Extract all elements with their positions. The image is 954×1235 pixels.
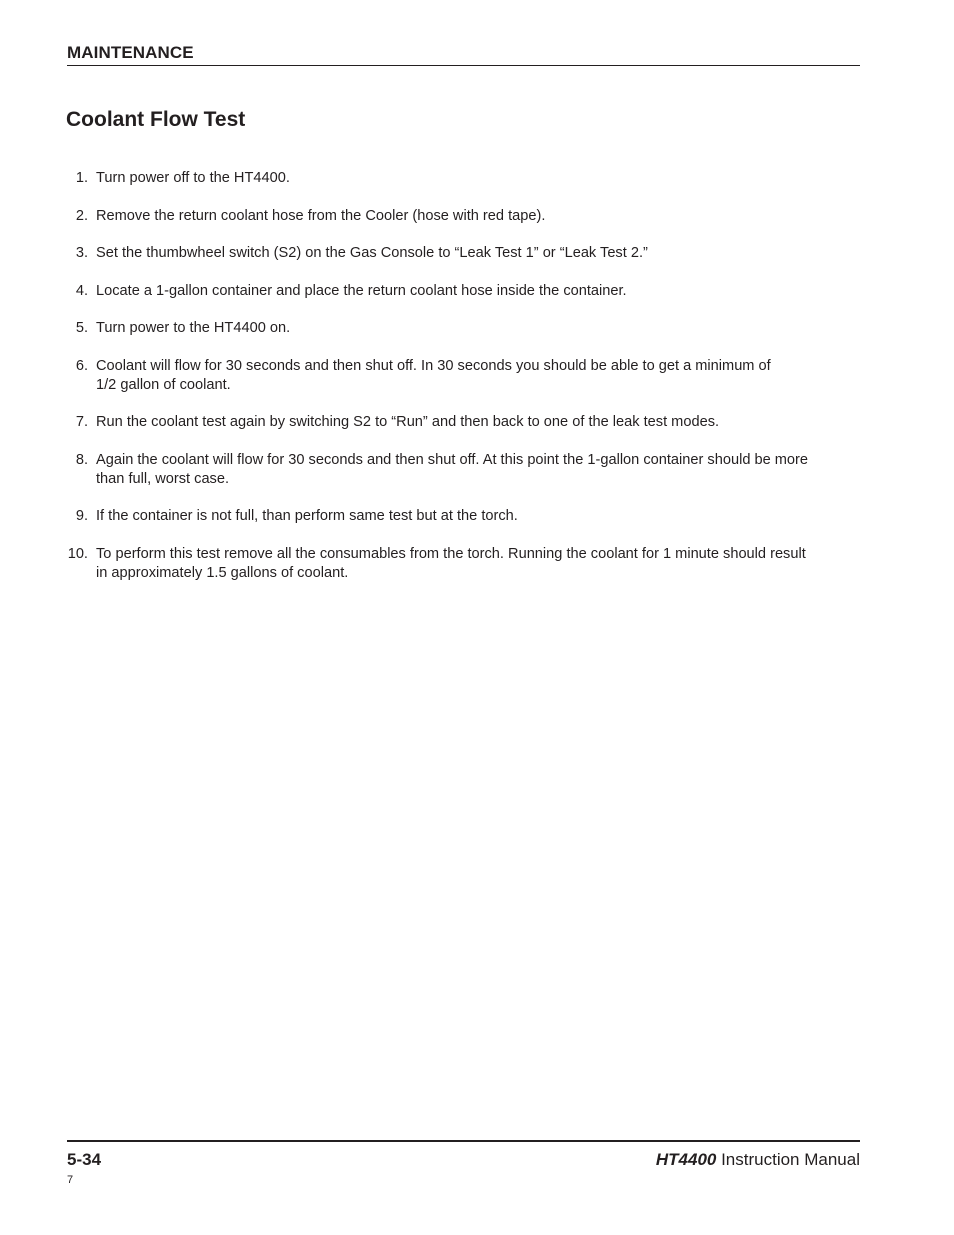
step-text: Run the coolant test again by switching S2 to “Run” and then back to one of the leak test modes. — [96, 414, 720, 430]
step-text: Set the thumbwheel switch (S2) on the Gas Console to “Leak Test 1” or “Leak Test 2.” — [96, 245, 648, 261]
revision-mark: 7 — [67, 1174, 74, 1186]
step-item — [62, 507, 862, 526]
step-text: Again the coolant will flow for 30 seconds and then shut off. At this point the 1-gallon container should be more — [96, 451, 809, 468]
step-text: Turn power to the HT4400 on. — [96, 320, 291, 336]
step-text-continued: in approximately 1.5 gallons of coolant. — [96, 564, 349, 581]
manual-model: HT4400 — [655, 1150, 717, 1169]
page-title: Coolant Flow Test — [66, 108, 246, 131]
section-label: MAINTENANCE — [67, 43, 194, 62]
step-number: 6. — [75, 357, 88, 374]
step-text: If the container is not full, than perform same test but at the torch. — [96, 508, 518, 524]
step-number: 4. — [75, 282, 88, 299]
manual-label: Instruction Manual — [716, 1150, 860, 1169]
step-item — [62, 282, 862, 301]
step-list — [62, 169, 862, 601]
step-text-continued: 1/2 gallon of coolant. — [96, 376, 231, 393]
step-number: 1. — [75, 170, 88, 186]
step-number: 10. — [67, 545, 88, 562]
footer-rule — [67, 1140, 860, 1142]
section-header — [67, 43, 860, 66]
step-item — [62, 207, 862, 226]
page-number: 5-34 — [67, 1150, 102, 1169]
step-number: 7. — [75, 414, 88, 430]
step-text: Locate a 1-gallon container and place the return coolant hose inside the container. — [96, 282, 627, 299]
step-item — [62, 357, 862, 395]
step-item — [62, 545, 862, 583]
step-text: To perform this test remove all the consumables from the torch. Running the coolant for 1 minute should result — [96, 545, 806, 562]
step-item — [62, 451, 862, 489]
step-item — [62, 169, 862, 188]
step-number: 3. — [75, 245, 88, 261]
manual-title — [656, 1150, 860, 1170]
step-number: 2. — [75, 207, 88, 224]
step-number: 5. — [75, 320, 88, 336]
step-item — [62, 413, 862, 432]
step-text: Turn power off to the HT4400. — [96, 170, 290, 186]
step-text: Remove the return coolant hose from the Cooler (hose with red tape). — [96, 207, 546, 224]
step-item — [62, 319, 862, 338]
step-number: 9. — [75, 508, 88, 524]
step-text-continued: than full, worst case. — [96, 470, 230, 487]
step-text: Coolant will flow for 30 seconds and then shut off. In 30 seconds you should be able to get a minimum of — [96, 357, 771, 374]
step-number: 8. — [75, 451, 88, 468]
step-item — [62, 244, 862, 263]
